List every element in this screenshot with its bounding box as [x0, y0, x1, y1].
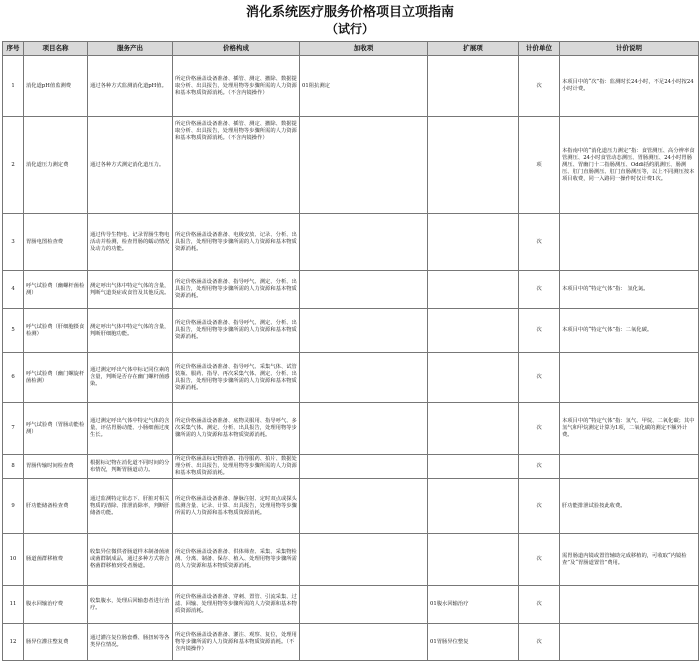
cell-price: 所定价格涵盖设备准备、指导呼气、采集气体、试管装瓶、服药、指导、再次采集气体、测定、分析、出具报告，处理用物等步骤所需的人力资源和基本物质资源消耗。	[173, 353, 300, 403]
cell-output: 通过各种方式测定消化道压力。	[88, 117, 173, 214]
cell-name: 呼气试验费（肝细胞摄食检测）	[24, 309, 88, 353]
cell-unit: 次	[519, 624, 560, 661]
cell-note: 本项目中的“特定气体”指： 氢化氮。	[560, 271, 699, 309]
table-row	[3, 586, 699, 624]
table-body	[3, 56, 699, 661]
cell-ext	[428, 56, 519, 117]
cell-output: 收集异位微供者肠道样本制备菌液或菌群制成品，通过多种方式将合格菌群移植到受者肠道。	[88, 534, 173, 586]
cell-price: 所定价格涵盖设备准备、指导呼气、测定、分析、出具报告，处理用物等步骤所需的人力资源和基本物质资源消耗。	[173, 309, 300, 353]
cell-no: 10	[3, 534, 24, 586]
cell-unit: 次	[519, 353, 560, 403]
cell-ext	[428, 455, 519, 479]
header-ext: 扩展项	[428, 42, 519, 56]
table-row	[3, 271, 699, 309]
cell-addon	[300, 586, 428, 624]
cell-output: 通过传导生物电、记录胃肠生物电活动并检测，检查胃肠的蠕动情况及动力的功能。	[88, 214, 173, 271]
cell-addon	[300, 534, 428, 586]
cell-unit: 次	[519, 56, 560, 117]
cell-addon	[300, 353, 428, 403]
cell-note: 本项目中的“次”指：监测时长24小时，不足24小时按24小时计费。	[560, 56, 699, 117]
cell-output: 通过测定呼出气体中标记同位素的含量，判断是否存在幽门螺杆菌感染。	[88, 353, 173, 403]
cell-unit: 次	[519, 455, 560, 479]
header-output: 服务产出	[88, 42, 173, 56]
cell-no: 4	[3, 271, 24, 309]
cell-price: 所定价格涵盖设备准备、电极安放、记录、分析、出具报告，处理用物等步骤所需的人力资源和基本物质资源消耗。	[173, 214, 300, 271]
cell-note	[560, 455, 699, 479]
table-row	[3, 479, 699, 534]
table-row	[3, 403, 699, 455]
cell-name: 呼气试验费（胃肠动能检测）	[24, 403, 88, 455]
cell-output: 测定呼出气体中特定气体的含量，判断气道炎症或食管及其他反流。	[88, 271, 173, 309]
table-row	[3, 214, 699, 271]
header-name: 项目名称	[24, 42, 88, 56]
cell-ext	[428, 403, 519, 455]
page-title: 消化系统医疗服务价格项目立项指南	[245, 5, 454, 20]
table-row	[3, 534, 699, 586]
header-note: 计价说明	[560, 42, 699, 56]
cell-addon	[300, 455, 428, 479]
header-price: 价格构成	[173, 42, 300, 56]
cell-addon	[300, 309, 428, 353]
cell-unit: 次	[519, 403, 560, 455]
cell-name: 腹水回输治疗费	[24, 586, 88, 624]
cell-note: 本项目中的“特定气体”指：二氧化碳。	[560, 309, 699, 353]
cell-name: 肠道菌群移植费	[24, 534, 88, 586]
cell-note: 肝功能排泄试验按此收费。	[560, 479, 699, 534]
cell-ext	[428, 353, 519, 403]
cell-no: 3	[3, 214, 24, 271]
cell-name: 呼气试验费（幽螺杆菌检测）	[24, 271, 88, 309]
cell-unit: 次	[519, 586, 560, 624]
cell-addon	[300, 624, 428, 661]
cell-price: 所定价格涵盖设备准备、灌注、观察、复位，处理用物等步骤所需的人力资源和基本物质资源消耗。（不含内镜操作）	[173, 624, 300, 661]
cell-name: 消化道pH值监测费	[24, 56, 88, 117]
cell-addon	[300, 479, 428, 534]
table-header-row	[3, 42, 699, 56]
cell-no: 11	[3, 586, 24, 624]
header-addon: 加收项	[300, 42, 428, 56]
cell-ext: 01腹水回输治疗	[428, 586, 519, 624]
cell-ext	[428, 117, 519, 214]
table-row	[3, 353, 699, 403]
cell-no: 9	[3, 479, 24, 534]
cell-price: 所定价格涵盖设备准备、供体筛查、采集、采集物检测、分离、制备、保存、植入、处理用物等步骤所需的人力资源和基本物质资源消耗。	[173, 534, 300, 586]
cell-unit: 次	[519, 214, 560, 271]
cell-no: 2	[3, 117, 24, 214]
cell-name: 肝功能储备检查费	[24, 479, 88, 534]
cell-ext	[428, 309, 519, 353]
cell-no: 1	[3, 56, 24, 117]
table-row	[3, 455, 699, 479]
table-row	[3, 56, 699, 117]
cell-addon	[300, 117, 428, 214]
cell-ext	[428, 534, 519, 586]
cell-note	[560, 624, 699, 661]
cell-unit: 次	[519, 271, 560, 309]
cell-output: 通过测定呼出气体中特定气体的含量，评估胃肠动能、小肠细菌过度生长。	[88, 403, 173, 455]
page-subtitle: （试行）	[325, 22, 374, 36]
cell-unit: 项	[519, 117, 560, 214]
cell-addon	[300, 214, 428, 271]
cell-output: 通过各种方式监测消化道pH值。	[88, 56, 173, 117]
cell-no: 5	[3, 309, 24, 353]
cell-unit: 次	[519, 479, 560, 534]
cell-name: 肠异位灌注整复费	[24, 624, 88, 661]
cell-output: 收集腹水，处理后回输患者进行治疗。	[88, 586, 173, 624]
cell-price: 所定价格涵盖设备准备、底物灵服用、指导呼气、多次采集气体、测定、分析、出具报告，处理用物等步骤所需的人力资源和基本物质资源消耗。	[173, 403, 300, 455]
cell-name: 消化道压力测定费	[24, 117, 88, 214]
cell-output: 根据标记物在消化道不同时间的分布情况，判断胃肠道动力。	[88, 455, 173, 479]
cell-ext	[428, 479, 519, 534]
cell-unit: 次	[519, 534, 560, 586]
table-row	[3, 624, 699, 661]
cell-name: 胃肠传输时间检查费	[24, 455, 88, 479]
cell-unit: 次	[519, 309, 560, 353]
table-row	[3, 309, 699, 353]
table-row	[3, 117, 699, 214]
cell-addon	[300, 271, 428, 309]
cell-price: 所定价格涵盖设备准备、插管、测定、撤除、数据提取分析、出具报告，处理用物等步骤所需的人力资源和基本物质资源消耗。（不含内镜操作）	[173, 117, 300, 214]
cell-note	[560, 214, 699, 271]
cell-no: 7	[3, 403, 24, 455]
cell-output: 通过灌注复位肠套叠、肠扭转等各类异位情况。	[88, 624, 173, 661]
cell-note: 本指南中的“消化道压力测定”指：食管测压、高分辨率食管测压、24小时食管动态测压、胃肠测压、24小时胃肠测压、胃幽门十二指肠测压、Oddi括约肌测压、肠测压、肛门直肠测压、肛门直肠测压等，以上不同测压按本项目收费，同一入路同一操作时仅计费1次。	[560, 117, 699, 214]
cell-note	[560, 586, 699, 624]
cell-name: 呼气试验费（幽门螺旋杆菌检测）	[24, 353, 88, 403]
cell-price: 所定价格涵盖设备准备、穿刺、置管、引流采集、过滤、回输、处理用物等步骤所需的人力资源和基本物质资源消耗。	[173, 586, 300, 624]
cell-output: 通过监测特定状态下、肝脏对相关物质的清除、排泄消除率，判断肝储备功能。	[88, 479, 173, 534]
header-unit: 计价单位	[519, 42, 560, 56]
cell-addon: 01阻抗测定	[300, 56, 428, 117]
cell-price: 所定价格涵盖设备准备、指导呼气、测定、分析、出具报告，处理用物等步骤所需的人力资源和基本物质资源消耗。	[173, 271, 300, 309]
cell-note: 需胃肠道内镜或置管辅助完成移植的，可收取“内镜检查”及“胃肠道置管”费用。	[560, 534, 699, 586]
cell-addon	[300, 403, 428, 455]
cell-price: 所定价格涵盖设备准备、静脉注射、定时双点或探头监测含量、记录、计算、出具报告，处理用物等步骤所需的人力资源和基本物质资源消耗。	[173, 479, 300, 534]
cell-note: 本项目中的“特定气体”指：氢气、甲烷、二氧化碳；其中氢气和甲烷测定计算为1项，二氧化碳的测定不额外计费。	[560, 403, 699, 455]
price-guide-table	[2, 41, 699, 661]
cell-ext	[428, 214, 519, 271]
cell-price: 所定价格涵盖标记物准备、指导服药、拍片、数据处理分析、出具报告，处理用物等步骤所需的人力资源和基本物质资源消耗。	[173, 455, 300, 479]
cell-note	[560, 353, 699, 403]
cell-no: 12	[3, 624, 24, 661]
cell-output: 测定呼出气体中特定气体的含量，判断肝细胞功能。	[88, 309, 173, 353]
cell-ext: 01胃肠异位整复	[428, 624, 519, 661]
cell-no: 8	[3, 455, 24, 479]
cell-price: 所定价格涵盖设备准备、插管、测定、撤除、数据提取分析、出具报告，处理用物等步骤所需的人力资源和基本物质资源消耗。（不含内镜操作）	[173, 56, 300, 117]
cell-no: 6	[3, 353, 24, 403]
cell-ext	[428, 271, 519, 309]
cell-name: 胃肠电图检查费	[24, 214, 88, 271]
header-no: 序号	[3, 42, 24, 56]
